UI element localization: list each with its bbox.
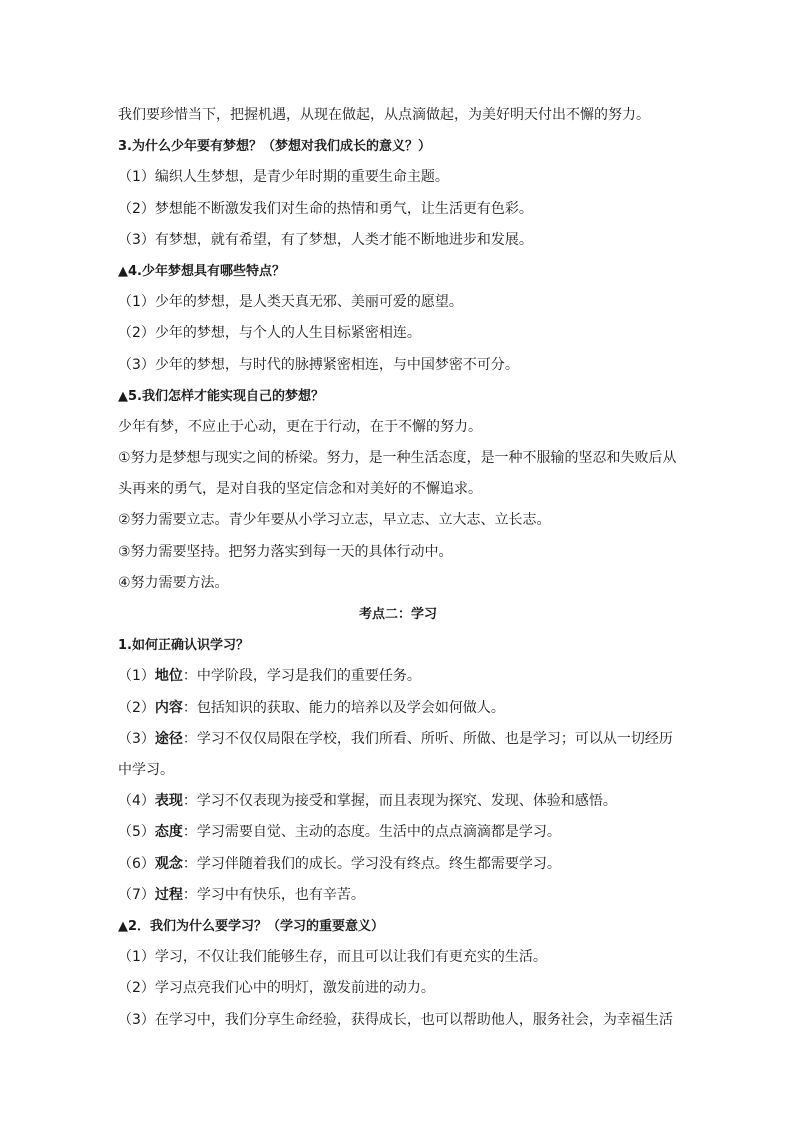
study-point-3: （3）途径：学习不仅仅局限在学校，我们所看、所听、所做、也是学习；可以从一切经历中学习。 (118, 730, 673, 778)
study-point-4: （4）表现：学习不仅表现为接受和掌握，而且表现为探究、发现、体验和感悟。 (118, 793, 617, 810)
q4-point-2: （2）少年的梦想，与个人的人生目标紧密相连。 (118, 325, 421, 342)
q3-point-3: （3）有梦想，就有希望，有了梦想，人类才能不断地进步和发展。 (118, 231, 533, 248)
document-page (118, 100, 678, 1036)
study-point-5: （5）态度：学习需要自觉、主动的态度。生活中的点点滴滴都是学习。 (118, 824, 561, 841)
paragraph-effort-conclusion: 我们要珍惜当下，把握机遇，从现在做起，从点滴做起，为美好明天付出不懈的努力。 (118, 107, 650, 123)
s2-point-3: （3）在学习中，我们分享生命经验，获得成长，也可以帮助他人，服务社会，为幸福生活 (118, 1011, 673, 1028)
q3-point-2: （2）梦想能不断激发我们对生命的热情和勇气，让生活更有色彩。 (118, 200, 533, 217)
q5-point-4: ④努力需要方法。 (118, 574, 229, 591)
q5-point-3: ③努力需要坚持。把努力落实到每一天的具体行动中。 (118, 543, 453, 560)
q3-point-1: （1）编织人生梦想，是青少年时期的重要生命主题。 (118, 169, 449, 186)
study-point-1: （1）地位：中学阶段，学习是我们的重要任务。 (118, 668, 421, 685)
section-2-title: 考点二：学习 (358, 607, 437, 623)
q5-point-2: ②努力需要立志。青少年要从小学习立志，早立志、立大志、立长志。 (118, 512, 551, 529)
q5-intro: 少年有梦，不应止于心动，更在于行动，在于不懈的努力。 (118, 418, 482, 435)
question-3-heading: 3.为什么少年要有梦想？（梦想对我们成长的意义？） (118, 139, 431, 155)
s2-point-2: （2）学习点亮我们心中的明灯，激发前进的动力。 (118, 980, 435, 997)
s2-point-1: （1）学习，不仅让我们能够生存，而且可以让我们有更充实的生活。 (118, 949, 547, 966)
study-point-6: （6）观念：学习伴随着我们的成长。学习没有终点。终生都需要学习。 (118, 855, 561, 872)
question-5-heading: ▲5.我们怎样才能实现自己的梦想？ (118, 388, 324, 404)
q4-point-3: （3）少年的梦想，与时代的脉搏紧密相连，与中国梦密不可分。 (118, 356, 519, 373)
q4-point-1: （1）少年的梦想，是人类天真无邪、美丽可爱的愿望。 (118, 294, 463, 311)
study-point-7: （7）过程：学习中有快乐，也有辛苦。 (118, 886, 365, 903)
study-point-2: （2）内容：包括知识的获取、能力的培养以及学会如何做人。 (118, 699, 505, 716)
question-4-heading: ▲4.少年梦想具有哪些特点？ (118, 263, 285, 279)
q5-point-1: ①努力是梦想与现实之间的桥梁。努力，是一种生活态度，是一种不服输的坚忍和失败后从头再来的勇气，是对自我的坚定信念和对美好的不懈追求。 (118, 450, 677, 498)
study-question-2-heading: ▲2．我们为什么要学习？（学习的重要意义） (118, 918, 385, 934)
study-question-1-heading: 1.如何正确认识学习？ (118, 638, 249, 654)
